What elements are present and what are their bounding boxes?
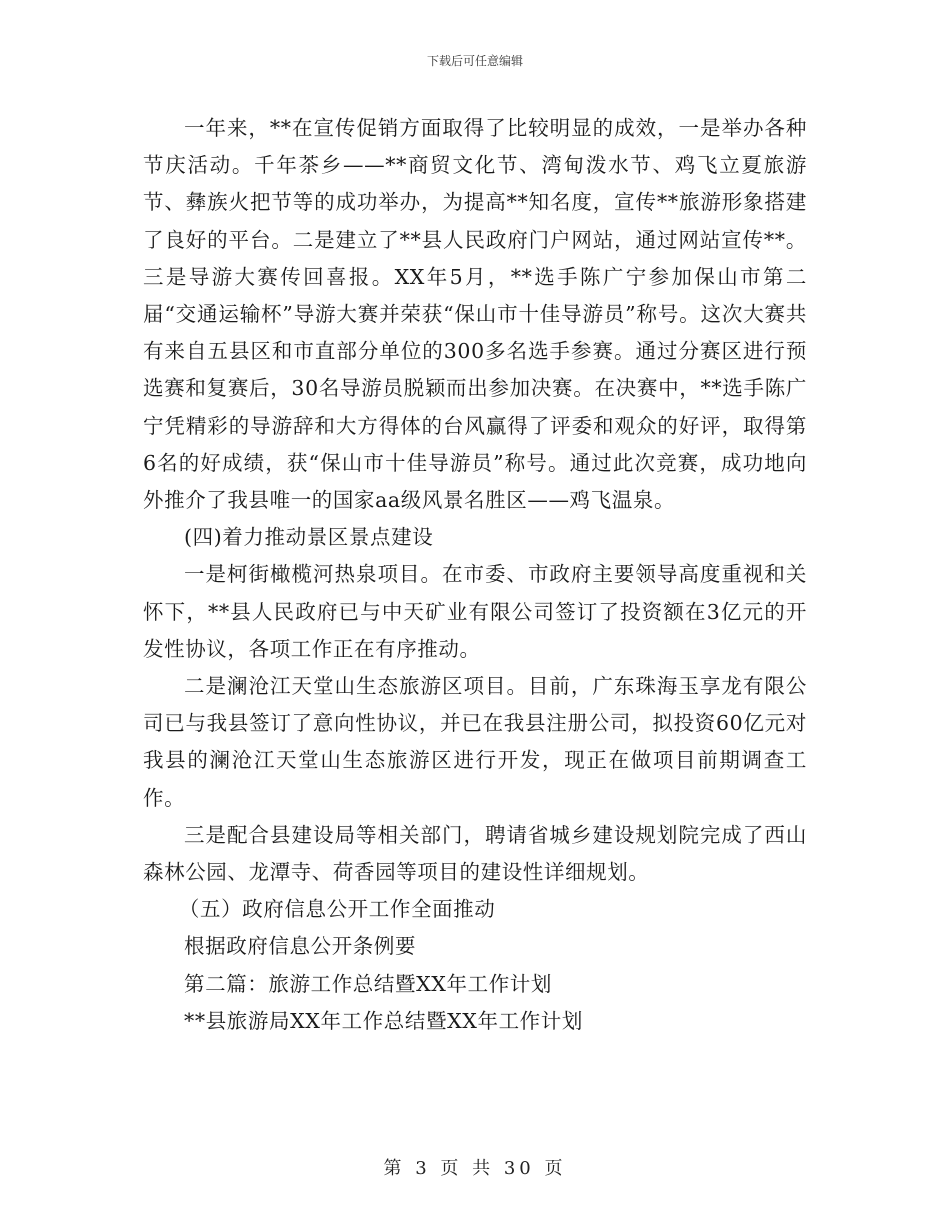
document-body [143,110,807,1040]
line-info-disclosure: 根据政府信息公开条例要 [184,934,417,959]
line-part-two-title: 第二篇：旅游工作总结暨XX年工作计划 [184,971,552,996]
paragraph-publicity: 一年来，**在宣传促销方面取得了比较明显的成效，一是举办各种节庆活动。千年茶乡——**商贸文化节、湾甸泼水节、鸡飞立夏旅游节、彝族火把节等的成功举办，为提高**知名度，宣传**旅游形象搭建了良好的平台。二是建立了**县人民政府门户网站，通过网站宣传**。三是导游大赛传回喜报。XX年5月，**选手陈广宁参加保山市第二届“交通运输杯”导游大赛并荣获“保山市十佳导游员”称号。这次大赛共有来自五县区和市直部分单位的300多名选手参赛。通过分赛区进行预选赛和复赛后，30名导游员脱颖而出参加决赛。在决赛中，**选手陈广宁凭精彩的导游辞和大方得体的台风赢得了评委和观众的好评，取得第6名的好成绩，获“保山市十佳导游员”称号。通过此次竞赛，成功地向外推介了我县唯一的国家aa级风景名胜区——鸡飞温泉。 [143,116,807,513]
section-heading-5: （五）政府信息公开工作全面推动 [178,897,496,922]
page-number: 第 3 页 共 30 页 [383,1158,567,1179]
paragraph-lancang-project: 二是澜沧江天堂山生态旅游区项目。目前，广东珠海玉享龙有限公司已与我县签订了意向性协议，并已在我县注册公司，拟投资60亿元对我县的澜沧江天堂山生态旅游区进行开发，现正在做项目前期调查工作。 [143,674,807,810]
section-heading-4: (四)着力推动景区景点建设 [184,525,434,550]
paragraph-planning: 三是配合县建设局等相关部门，聘请省城乡建设规划院完成了西山森林公园、龙潭寺、荷香园等项目的建设性详细规划。 [143,822,807,885]
line-bureau-summary-title: **县旅游局XX年工作总结暨XX年工作计划 [184,1008,583,1033]
paragraph-kejie-project: 一是柯街橄榄河热泉项目。在市委、市政府主要领导高度重视和关怀下，**县人民政府已与中天矿业有限公司签订了投资额在3亿元的开发性协议，各项工作正在有序推动。 [143,562,807,661]
page-header-note: 下载后可任意编辑 [426,54,523,68]
